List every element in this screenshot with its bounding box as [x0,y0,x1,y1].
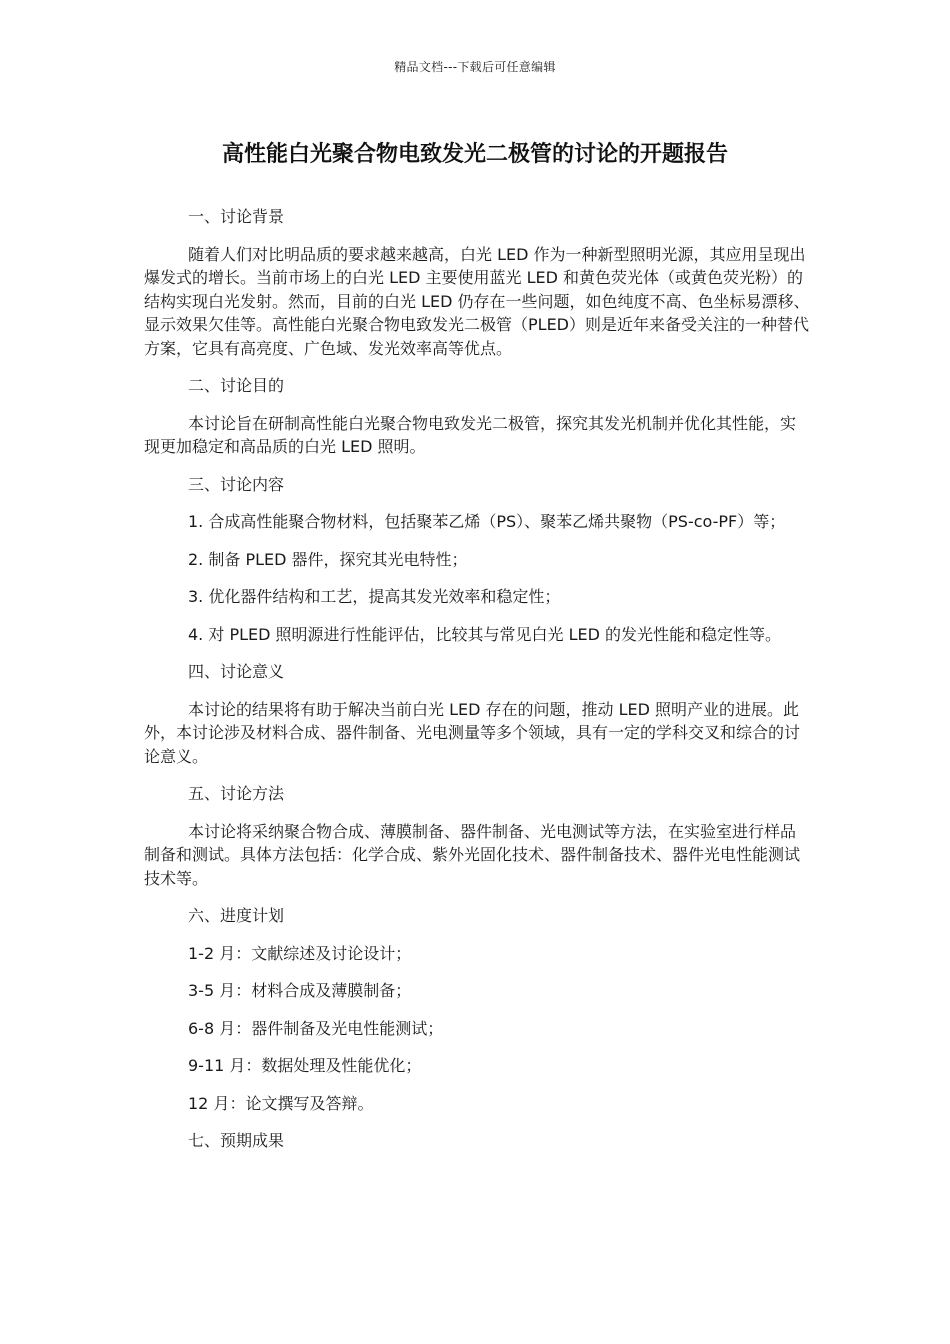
schedule-item: 6-8 月：器件制备及光电性能测试； [188,1018,444,1038]
page-header: 精品文档---下载后可任意编辑 [394,60,556,74]
content-list-item: 4. 对 PLED 照明源进行性能评估，比较其与常见白光 LED 的发光性能和稳定性等。 [188,624,782,644]
content-list-item: 3. 优化器件结构和工艺，提高其发光效率和稳定性； [188,587,561,606]
schedule-item: 1-2 月：文献综述及讨论设计； [188,943,412,963]
paragraph-significance: 本讨论的结果将有助于解决当前白光 LED 存在的问题，推动 LED 照明产业的进展。此外，本讨论涉及材料合成、器件制备、光电测量等多个领域，具有一定的学科交叉和综合的讨论意义。 [144,699,801,766]
paragraph-background: 随着人们对比明品质的要求越来越高，白光 LED 作为一种新型照明光源，其应用呈现出爆发式的增长。当前市场上的白光 LED 主要使用蓝光 LED 和黄色荧光体（或黄色荧光粉）的结构实现白光发射。然而，目前的白光 LED 仍存在一些问题，如色纯度不高、色坐标易漂移、显示效果欠佳等。高性能白光聚合物电致发光二极管（PLED）则是近年来备受关注的一种替代方案，它具有高亮度、广色域、发光效率高等优点。 [144,244,810,358]
section-heading-content: 三、讨论内容 [188,474,285,494]
content-list-item: 1. 合成高性能聚合物材料，包括聚苯乙烯（PS）、聚苯乙烯共聚物（PS-co-PF）等； [188,512,786,531]
section-heading-purpose: 二、讨论目的 [188,376,285,395]
schedule-item: 12 月：论文撰写及答辩。 [188,1093,374,1113]
section-heading-significance: 四、讨论意义 [188,662,285,681]
document-title: 高性能白光聚合物电致发光二极管的讨论的开题报告 [221,142,728,167]
section-heading-method: 五、讨论方法 [188,784,285,803]
section-heading-background: 一、讨论背景 [188,207,285,226]
schedule-item: 3-5 月：材料合成及薄膜制备； [188,981,412,1000]
paragraph-purpose: 本讨论旨在研制高性能白光聚合物电致发光二极管，探究其发光机制并优化其性能，实现更加稳定和高品质的白光 LED 照明。 [144,413,797,456]
schedule-item: 9-11 月：数据处理及性能优化； [188,1056,422,1075]
content-list-item: 2. 制备 PLED 器件，探究其光电特性； [188,549,468,569]
document-body [144,205,810,1167]
section-heading-results: 七、预期成果 [188,1131,285,1150]
paragraph-method: 本讨论将采纳聚合物合成、薄膜制备、器件制备、光电测试等方法，在实验室进行样品制备和测试。具体方法包括：化学合成、紫外光固化技术、器件制备技术、器件光电性能测试技术等。 [144,821,801,888]
section-heading-schedule: 六、进度计划 [188,906,285,925]
